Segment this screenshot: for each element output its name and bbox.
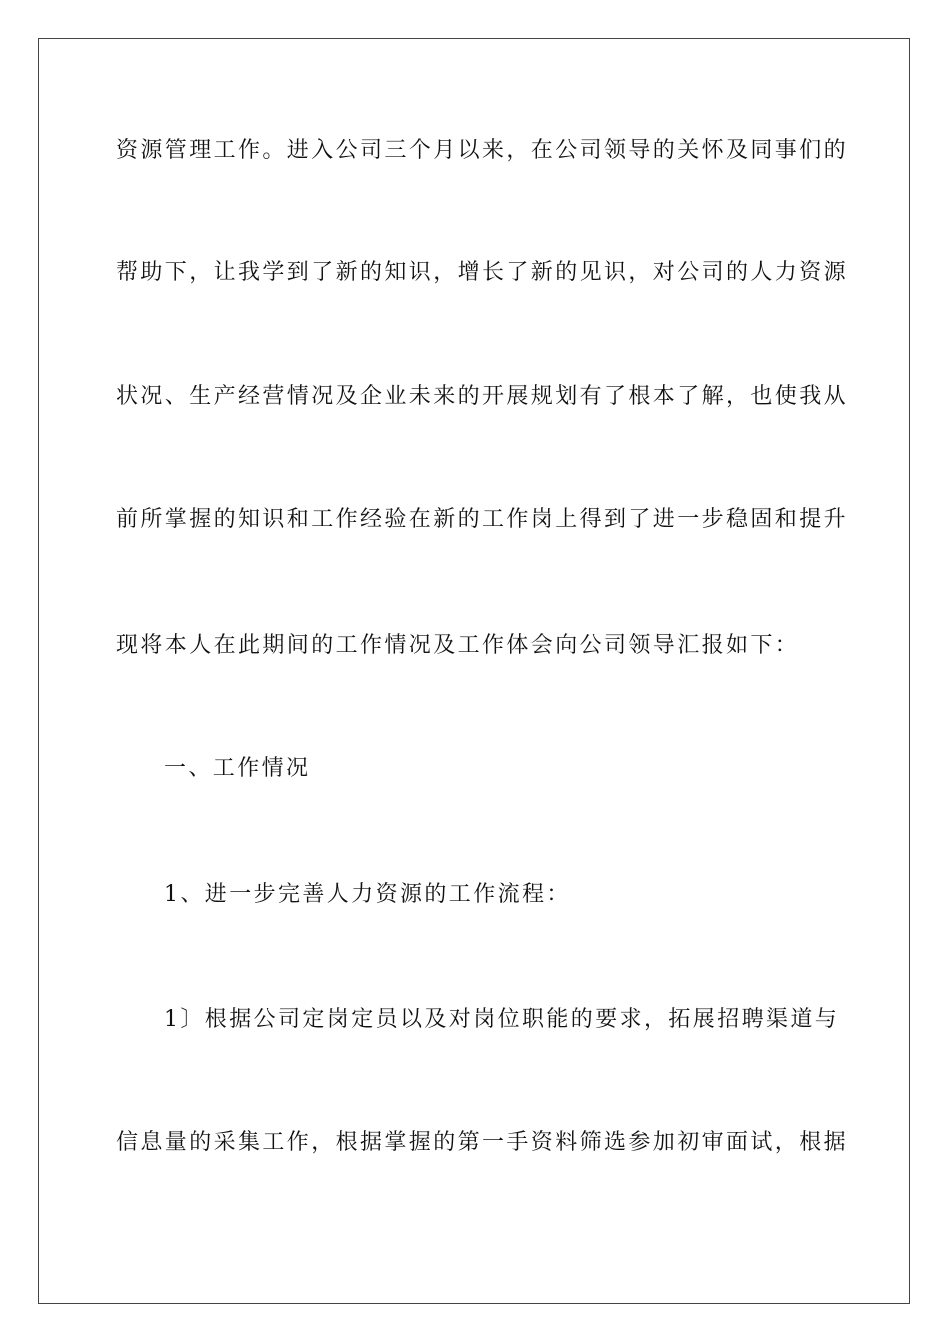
body-line-1: 资源管理工作。进入公司三个月以来，在公司领导的关怀及同事们的 bbox=[116, 138, 849, 163]
body-line-5: 现将本人在此期间的工作情况及工作体会向公司领导汇报如下： bbox=[116, 633, 800, 658]
body-line-3: 状况、生产经营情况及企业未来的开展规划有了根本了解，也使我从 bbox=[116, 384, 849, 409]
body-line-4: 前所掌握的知识和工作经验在新的工作岗上得到了进一步稳固和提升 bbox=[116, 507, 849, 532]
body-line-2: 帮助下，让我学到了新的知识，增长了新的见识，对公司的人力资源 bbox=[116, 260, 849, 285]
list-item-line-1: 1〕根据公司定岗定员以及对岗位职能的要求，拓展招聘渠道与 bbox=[164, 1007, 840, 1032]
subsection-heading: 1、进一步完善人力资源的工作流程： bbox=[164, 882, 571, 907]
page-border bbox=[38, 38, 910, 1304]
section-heading: 一、工作情况 bbox=[164, 756, 311, 781]
list-item-line-2: 信息量的采集工作，根据掌握的第一手资料筛选参加初审面试，根据 bbox=[116, 1130, 849, 1155]
